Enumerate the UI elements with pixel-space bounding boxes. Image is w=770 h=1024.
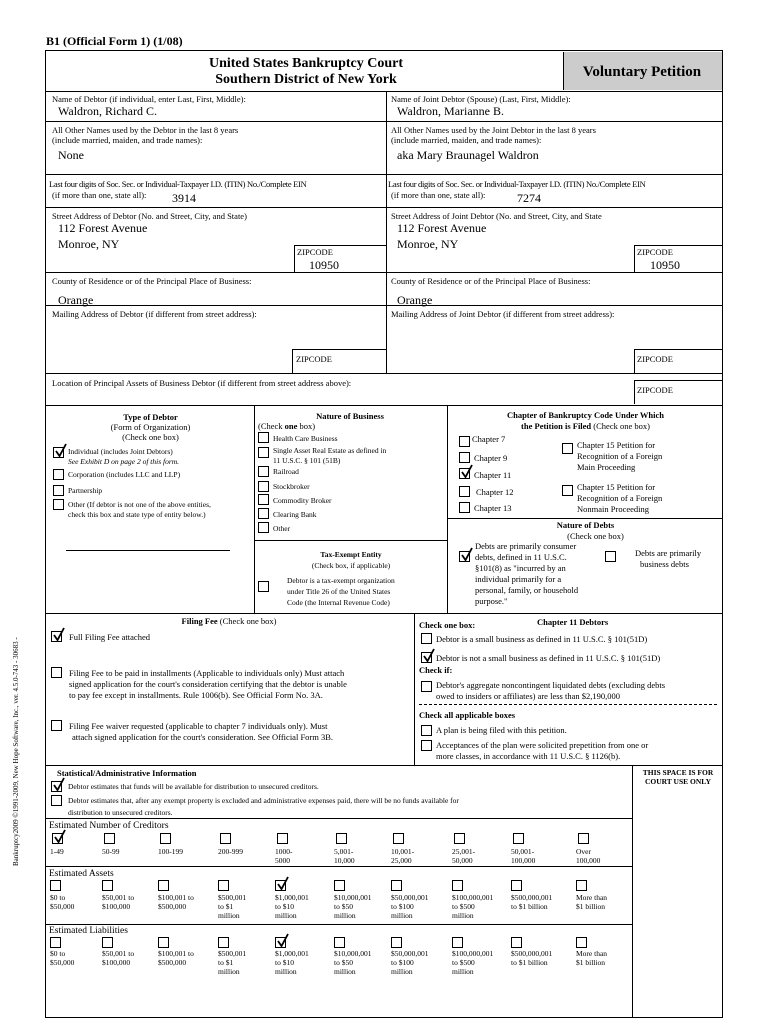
consumer-debts-checkbox[interactable]	[459, 551, 470, 562]
creditors-option-9-checkbox[interactable]	[513, 833, 524, 844]
type-of-debtor-title: Type of Debtor	[123, 412, 178, 422]
clearing-bank-checkbox[interactable]	[258, 508, 269, 519]
creditors-option-10-label: Over 100,000	[576, 847, 601, 865]
liabilities-option-5-label: $1,000,001 to $10 million	[275, 949, 309, 976]
debtor-ssn-label: Last four digits of Soc. Sec. or Individual-Taxpayer I.D. (ITIN) No./Complete EIN	[49, 179, 307, 189]
chapter-9-checkbox[interactable]	[459, 452, 470, 463]
nature-debts-title: Nature of Debts	[556, 520, 615, 530]
single-asset-checkbox[interactable]	[258, 447, 269, 458]
assets-option-2-checkbox[interactable]	[102, 880, 113, 891]
joint-other-names[interactable]: aka Mary Braunagel Waldron	[397, 148, 539, 162]
nature-business-title: Nature of Business	[316, 411, 384, 421]
partnership-label: Partnership	[68, 486, 103, 495]
joint-mailing-zip-label: ZIPCODE	[637, 354, 673, 364]
liabilities-option-8-label: $100,000,001 to $500 million	[452, 949, 494, 976]
assets-option-5-checkbox[interactable]	[275, 880, 286, 891]
debtor-zip[interactable]: 10950	[309, 258, 339, 272]
petition-title: Voluntary Petition	[582, 64, 702, 80]
creditors-option-6-label: 5,001- 10,000	[334, 847, 355, 865]
creditors-label: Estimated Number of Creditors	[49, 821, 169, 831]
health-care-checkbox[interactable]	[258, 432, 269, 443]
debtor-other-names[interactable]: None	[58, 148, 84, 162]
debtor-mailing-zip-label: ZIPCODE	[296, 354, 332, 364]
chapter-7-checkbox[interactable]	[459, 436, 470, 447]
other-entity-checkbox[interactable]	[53, 499, 64, 510]
chapter-12-checkbox[interactable]	[459, 486, 470, 497]
debtor-county-label: County of Residence or of the Principal Place of Business:	[52, 276, 252, 286]
liabilities-option-10-checkbox[interactable]	[576, 937, 587, 948]
creditors-option-5-checkbox[interactable]	[277, 833, 288, 844]
funds-available-checkbox[interactable]	[51, 781, 62, 792]
chapter-15-nonmain-checkbox[interactable]	[562, 485, 573, 496]
debtor-city[interactable]: Monroe, NY	[58, 237, 120, 251]
court-use-only: THIS SPACE IS FOR	[642, 768, 714, 777]
joint-zip[interactable]: 10950	[650, 258, 680, 272]
assets-option-1-label: $0 to $50,000	[50, 893, 75, 911]
joint-name-label: Name of Joint Debtor (Spouse) (Last, First, Middle):	[391, 94, 571, 104]
debtor-zip-label: ZIPCODE	[297, 247, 333, 257]
creditors-option-2-label: 50-99	[102, 847, 120, 856]
chapter-11-checkbox[interactable]	[459, 468, 470, 479]
statistical-title: Statistical/Administrative Information	[57, 768, 197, 778]
tax-exempt-title: Tax-Exempt Entity	[320, 550, 382, 559]
tax-exempt-checkbox[interactable]	[258, 581, 269, 592]
creditors-option-6-checkbox[interactable]	[336, 833, 347, 844]
installments-checkbox[interactable]	[51, 667, 62, 678]
liabilities-option-9-label: $500,000,001 to $1 billion	[511, 949, 553, 967]
check-one-box: Check one box:	[419, 620, 476, 630]
joint-county-label: County of Residence or of the Principal Place of Business:	[391, 276, 591, 286]
assets-option-3-label: $100,001 to $500,000	[158, 893, 194, 911]
commodity-broker-checkbox[interactable]	[258, 494, 269, 505]
liabilities-option-3-checkbox[interactable]	[158, 937, 169, 948]
debtor-county[interactable]: Orange	[58, 293, 94, 307]
debtor-street-label: Street Address of Debtor (No. and Street, City, and State)	[52, 211, 247, 221]
railroad-checkbox[interactable]	[258, 466, 269, 477]
corporation-label: Corporation (includes LLC and LLP)	[68, 470, 181, 479]
creditors-option-4-label: 200-999	[218, 847, 243, 856]
court-name: United States Bankruptcy Court	[208, 56, 404, 71]
debtor-street[interactable]: 112 Forest Avenue	[58, 221, 148, 235]
aggregate-debts-checkbox[interactable]	[421, 681, 432, 692]
small-business-checkbox[interactable]	[421, 633, 432, 644]
joint-ssn[interactable]: 7274	[517, 191, 541, 205]
joint-city[interactable]: Monroe, NY	[397, 237, 459, 251]
other-business-checkbox[interactable]	[258, 522, 269, 533]
liabilities-option-1-label: $0 to $50,000	[50, 949, 75, 967]
assets-option-6-label: $10,000,001 to $50 million	[334, 893, 372, 920]
acceptances-checkbox[interactable]	[421, 740, 432, 751]
business-debts-checkbox[interactable]	[605, 551, 616, 562]
creditors-option-3-label: 100-199	[158, 847, 183, 856]
assets-option-4-label: $500,001 to $1 million	[218, 893, 247, 920]
stockbroker-checkbox[interactable]	[258, 481, 269, 492]
location-zip-label: ZIPCODE	[637, 385, 673, 395]
full-fee-checkbox[interactable]	[51, 631, 62, 642]
form-title: B1 (Official Form 1) (1/08)	[46, 34, 183, 48]
assets-option-8-label: $100,000,001 to $500 million	[452, 893, 494, 920]
assets-option-5-label: $1,000,001 to $10 million	[275, 893, 309, 920]
assets-option-7-checkbox[interactable]	[391, 880, 402, 891]
filing-fee-title: Filing Fee (Check one box)	[181, 616, 277, 626]
ch11-debtors-title: Chapter 11 Debtors	[537, 617, 609, 627]
corporation-checkbox[interactable]	[53, 469, 64, 480]
liabilities-option-10-label: More than $1 billion	[576, 949, 608, 967]
creditors-option-9-label: 50,001- 100,000	[511, 847, 536, 865]
creditors-option-4-checkbox[interactable]	[220, 833, 231, 844]
liabilities-option-6-checkbox[interactable]	[334, 937, 345, 948]
chapter-13-checkbox[interactable]	[459, 502, 470, 513]
assets-option-10-checkbox[interactable]	[576, 880, 587, 891]
liabilities-option-4-label: $500,001 to $1 million	[218, 949, 247, 976]
liabilities-option-7-label: $50,000,001 to $100 million	[391, 949, 429, 976]
plan-filed-checkbox[interactable]	[421, 725, 432, 736]
individual-checkbox[interactable]	[53, 447, 64, 458]
nature-business-sub: (Check one box)	[258, 421, 316, 431]
no-funds-checkbox[interactable]	[51, 795, 62, 806]
individual-label: Individual (includes Joint Debtors)	[68, 447, 173, 456]
debtor-ssn[interactable]: 3914	[172, 191, 196, 205]
creditors-option-7-checkbox[interactable]	[393, 833, 404, 844]
joint-mailing-label: Mailing Address of Joint Debtor (if different from street address):	[391, 309, 615, 319]
assets-option-2-label: $50,001 to $100,000	[102, 893, 135, 911]
joint-ssn-label: Last four digits of Soc. Sec. or Individual-Taxpayer I.D. (ITIN) No./Complete EIN	[388, 179, 646, 189]
liabilities-option-2-label: $50,001 to $100,000	[102, 949, 135, 967]
assets-label: Estimated Assets	[49, 869, 114, 879]
liabilities-option-9-checkbox[interactable]	[511, 937, 522, 948]
software-note: Bankruptcy2009 ©1991-2009, New Hope Software, Inc., ver. 4.5.0-743 - 30683 -	[12, 637, 20, 866]
creditors-option-8-label: 25,001- 50,000	[452, 847, 476, 865]
court-district: Southern District of New York	[215, 72, 397, 87]
not-small-business-checkbox[interactable]	[421, 652, 432, 663]
debtor-name-label: Name of Debtor (if individual, enter Last, First, Middle):	[52, 94, 246, 104]
joint-street-label: Street Address of Joint Debtor (No. and Street, City, and State	[391, 211, 602, 221]
assets-option-7-label: $50,000,001 to $100 million	[391, 893, 429, 920]
assets-option-9-checkbox[interactable]	[511, 880, 522, 891]
liabilities-label: Estimated Liabilities	[49, 926, 128, 936]
fee-waiver-checkbox[interactable]	[51, 720, 62, 731]
assets-option-10-label: More than $1 billion	[576, 893, 608, 911]
joint-name[interactable]: Waldron, Marianne B.	[397, 104, 505, 118]
creditors-option-1-label: 1-49	[50, 847, 64, 856]
assets-option-4-checkbox[interactable]	[218, 880, 229, 891]
assets-option-9-label: $500,000,001 to $1 billion	[511, 893, 553, 911]
chapter-title: Chapter of Bankruptcy Code Under Which	[506, 410, 665, 420]
joint-county[interactable]: Orange	[397, 293, 433, 307]
liabilities-option-4-checkbox[interactable]	[218, 937, 229, 948]
liabilities-option-7-checkbox[interactable]	[391, 937, 402, 948]
debtor-mailing-label: Mailing Address of Debtor (if different from street address):	[52, 309, 257, 319]
assets-option-3-checkbox[interactable]	[158, 880, 169, 891]
chapter-15-main-checkbox[interactable]	[562, 443, 573, 454]
liabilities-option-1-checkbox[interactable]	[50, 937, 61, 948]
liabilities-option-3-label: $100,001 to $500,000	[158, 949, 194, 967]
creditors-option-1-checkbox[interactable]	[52, 833, 63, 844]
joint-zip-label: ZIPCODE	[637, 247, 673, 257]
joint-street[interactable]: 112 Forest Avenue	[397, 221, 487, 235]
liabilities-option-2-checkbox[interactable]	[102, 937, 113, 948]
liabilities-option-8-checkbox[interactable]	[452, 937, 463, 948]
creditors-option-5-label: 1000- 5000	[275, 847, 293, 865]
debtor-other-names-label: All Other Names used by the Debtor in the last 8 years	[52, 125, 239, 135]
creditors-option-8-checkbox[interactable]	[454, 833, 465, 844]
creditors-option-3-checkbox[interactable]	[160, 833, 171, 844]
other-entity-line	[66, 550, 230, 551]
liabilities-option-6-label: $10,000,001 to $50 million	[334, 949, 372, 976]
creditors-option-7-label: 10,001- 25,000	[391, 847, 415, 865]
other-entity-label: Other (If debtor is not one of the above entities,	[68, 500, 211, 509]
assets-option-8-checkbox[interactable]	[452, 880, 463, 891]
liabilities-option-5-checkbox[interactable]	[275, 937, 286, 948]
creditors-option-2-checkbox[interactable]	[104, 833, 115, 844]
joint-other-names-label: All Other Names used by the Joint Debtor in the last 8 years	[391, 125, 596, 135]
debtor-name[interactable]: Waldron, Richard C.	[58, 104, 158, 118]
assets-option-1-checkbox[interactable]	[50, 880, 61, 891]
location-label: Location of Principal Assets of Business Debtor (if different from street address above):	[52, 378, 352, 388]
assets-option-6-checkbox[interactable]	[334, 880, 345, 891]
creditors-option-10-checkbox[interactable]	[578, 833, 589, 844]
partnership-checkbox[interactable]	[53, 485, 64, 496]
